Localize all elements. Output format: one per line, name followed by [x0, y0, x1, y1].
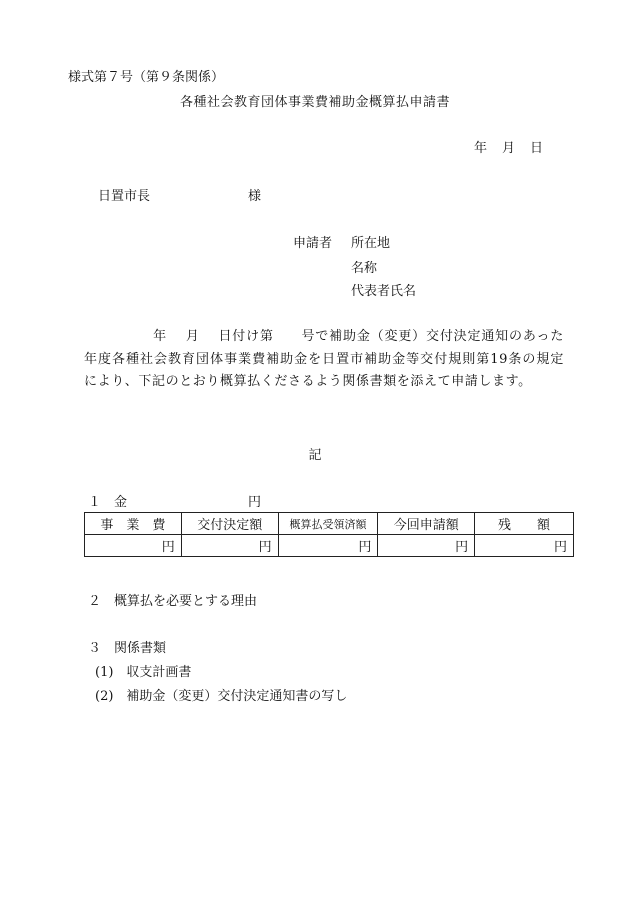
document-item-2: (2) 補助金（変更）交付決定通知書の写し: [95, 689, 348, 704]
addressee-name: 日置市長: [98, 189, 151, 204]
table-header-row: [85, 513, 574, 535]
form-number: 様式第７号（第９条関係）: [68, 70, 225, 85]
addressee: [98, 185, 262, 204]
section-1-amount: [88, 491, 262, 510]
header-current-request: 今回申請額: [378, 513, 475, 535]
header-advance-received: 概算払受領済額: [278, 513, 378, 535]
cell-current-request[interactable]: 円: [378, 535, 475, 557]
applicant-address-label: 所在地: [351, 236, 391, 251]
applicant-label: 申請者: [293, 236, 333, 251]
cell-balance[interactable]: 円: [475, 535, 574, 557]
cell-grant-decision-amount[interactable]: 円: [181, 535, 278, 557]
cell-project-cost[interactable]: 円: [85, 535, 182, 557]
application-body-text: 年 月 日付け第 号で補助金（変更）交付決定通知のあった 年度各種社会教育団体事業費補助金を日置市補助金等交付規則第19条の規定により、下記のとおり概算払くださるよう関係書類を添えて申請します。: [84, 329, 605, 390]
document-title: 各種社会教育団体事業費補助金概算払申請書: [179, 95, 450, 110]
cell-advance-received[interactable]: 円: [278, 535, 378, 557]
ki-heading: 記: [308, 448, 322, 463]
addressee-honorific: 様: [248, 189, 262, 204]
section-1-label: １ 金: [88, 495, 128, 510]
document-item-1: (1) 収支計画書: [95, 665, 192, 680]
header-grant-decision-amount: 交付決定額: [181, 513, 278, 535]
header-balance: 残 額: [475, 513, 574, 535]
applicant-name-label: 名称: [351, 261, 378, 276]
section-1-unit: 円: [248, 495, 262, 510]
section-3-label: ３ 関係書類: [88, 641, 167, 656]
applicant-representative-label: 代表者氏名: [351, 284, 417, 299]
table-row: [85, 535, 574, 557]
section-2-reason: ２ 概算払を必要とする理由: [88, 594, 258, 609]
header-project-cost: 事 業 費: [85, 513, 182, 535]
amount-summary-table: [84, 512, 574, 557]
date-line: 年 月 日: [474, 141, 545, 156]
